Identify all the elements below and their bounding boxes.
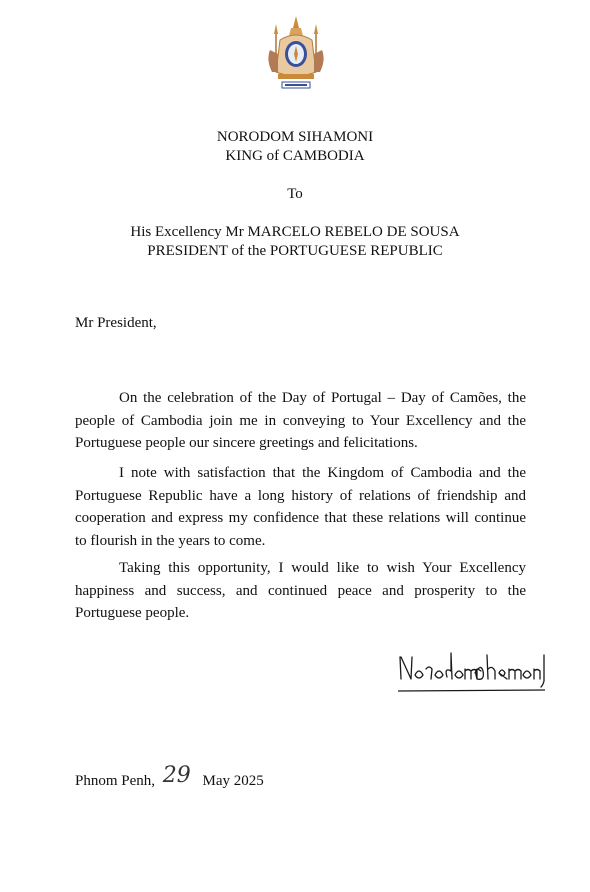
body-paragraph: On the celebration of the Day of Portugal – Day of Camões, the people of Cambodia join me in conveying to Your Excellency and the Portuguese people our sincere greetings and felicitations. [75,390,526,451]
body-paragraph: I note with satisfaction that the Kingdom of Cambodia and the Portuguese Republic have a long history of relations of friendship and cooperation and express my confidence that these relations will continue to flourish in the years to come. [75,465,526,549]
to-label: To [287,186,303,202]
salutation: Mr President, [75,315,157,331]
handwritten-signature [395,645,555,695]
royal-coat-of-arms-icon [262,14,330,94]
body-paragraph: Taking this opportunity, I would like to wish Your Excellency happiness and success, and continued peace and prosperity to the Portuguese people. [75,560,526,621]
recipient-name: His Excellency Mr MARCELO REBELO DE SOUSA [130,224,460,240]
sender-title: KING of CAMBODIA [225,148,365,164]
handwritten-day: 29 [162,763,191,788]
sender-name: NORODOM SIHAMONI [216,129,374,145]
recipient-title: PRESIDENT of the PORTUGUESE REPUBLIC [147,243,443,259]
month-year-text: May 2025 [202,773,264,789]
place-and-date [75,763,264,791]
place-text: Phnom Penh, [75,773,156,789]
